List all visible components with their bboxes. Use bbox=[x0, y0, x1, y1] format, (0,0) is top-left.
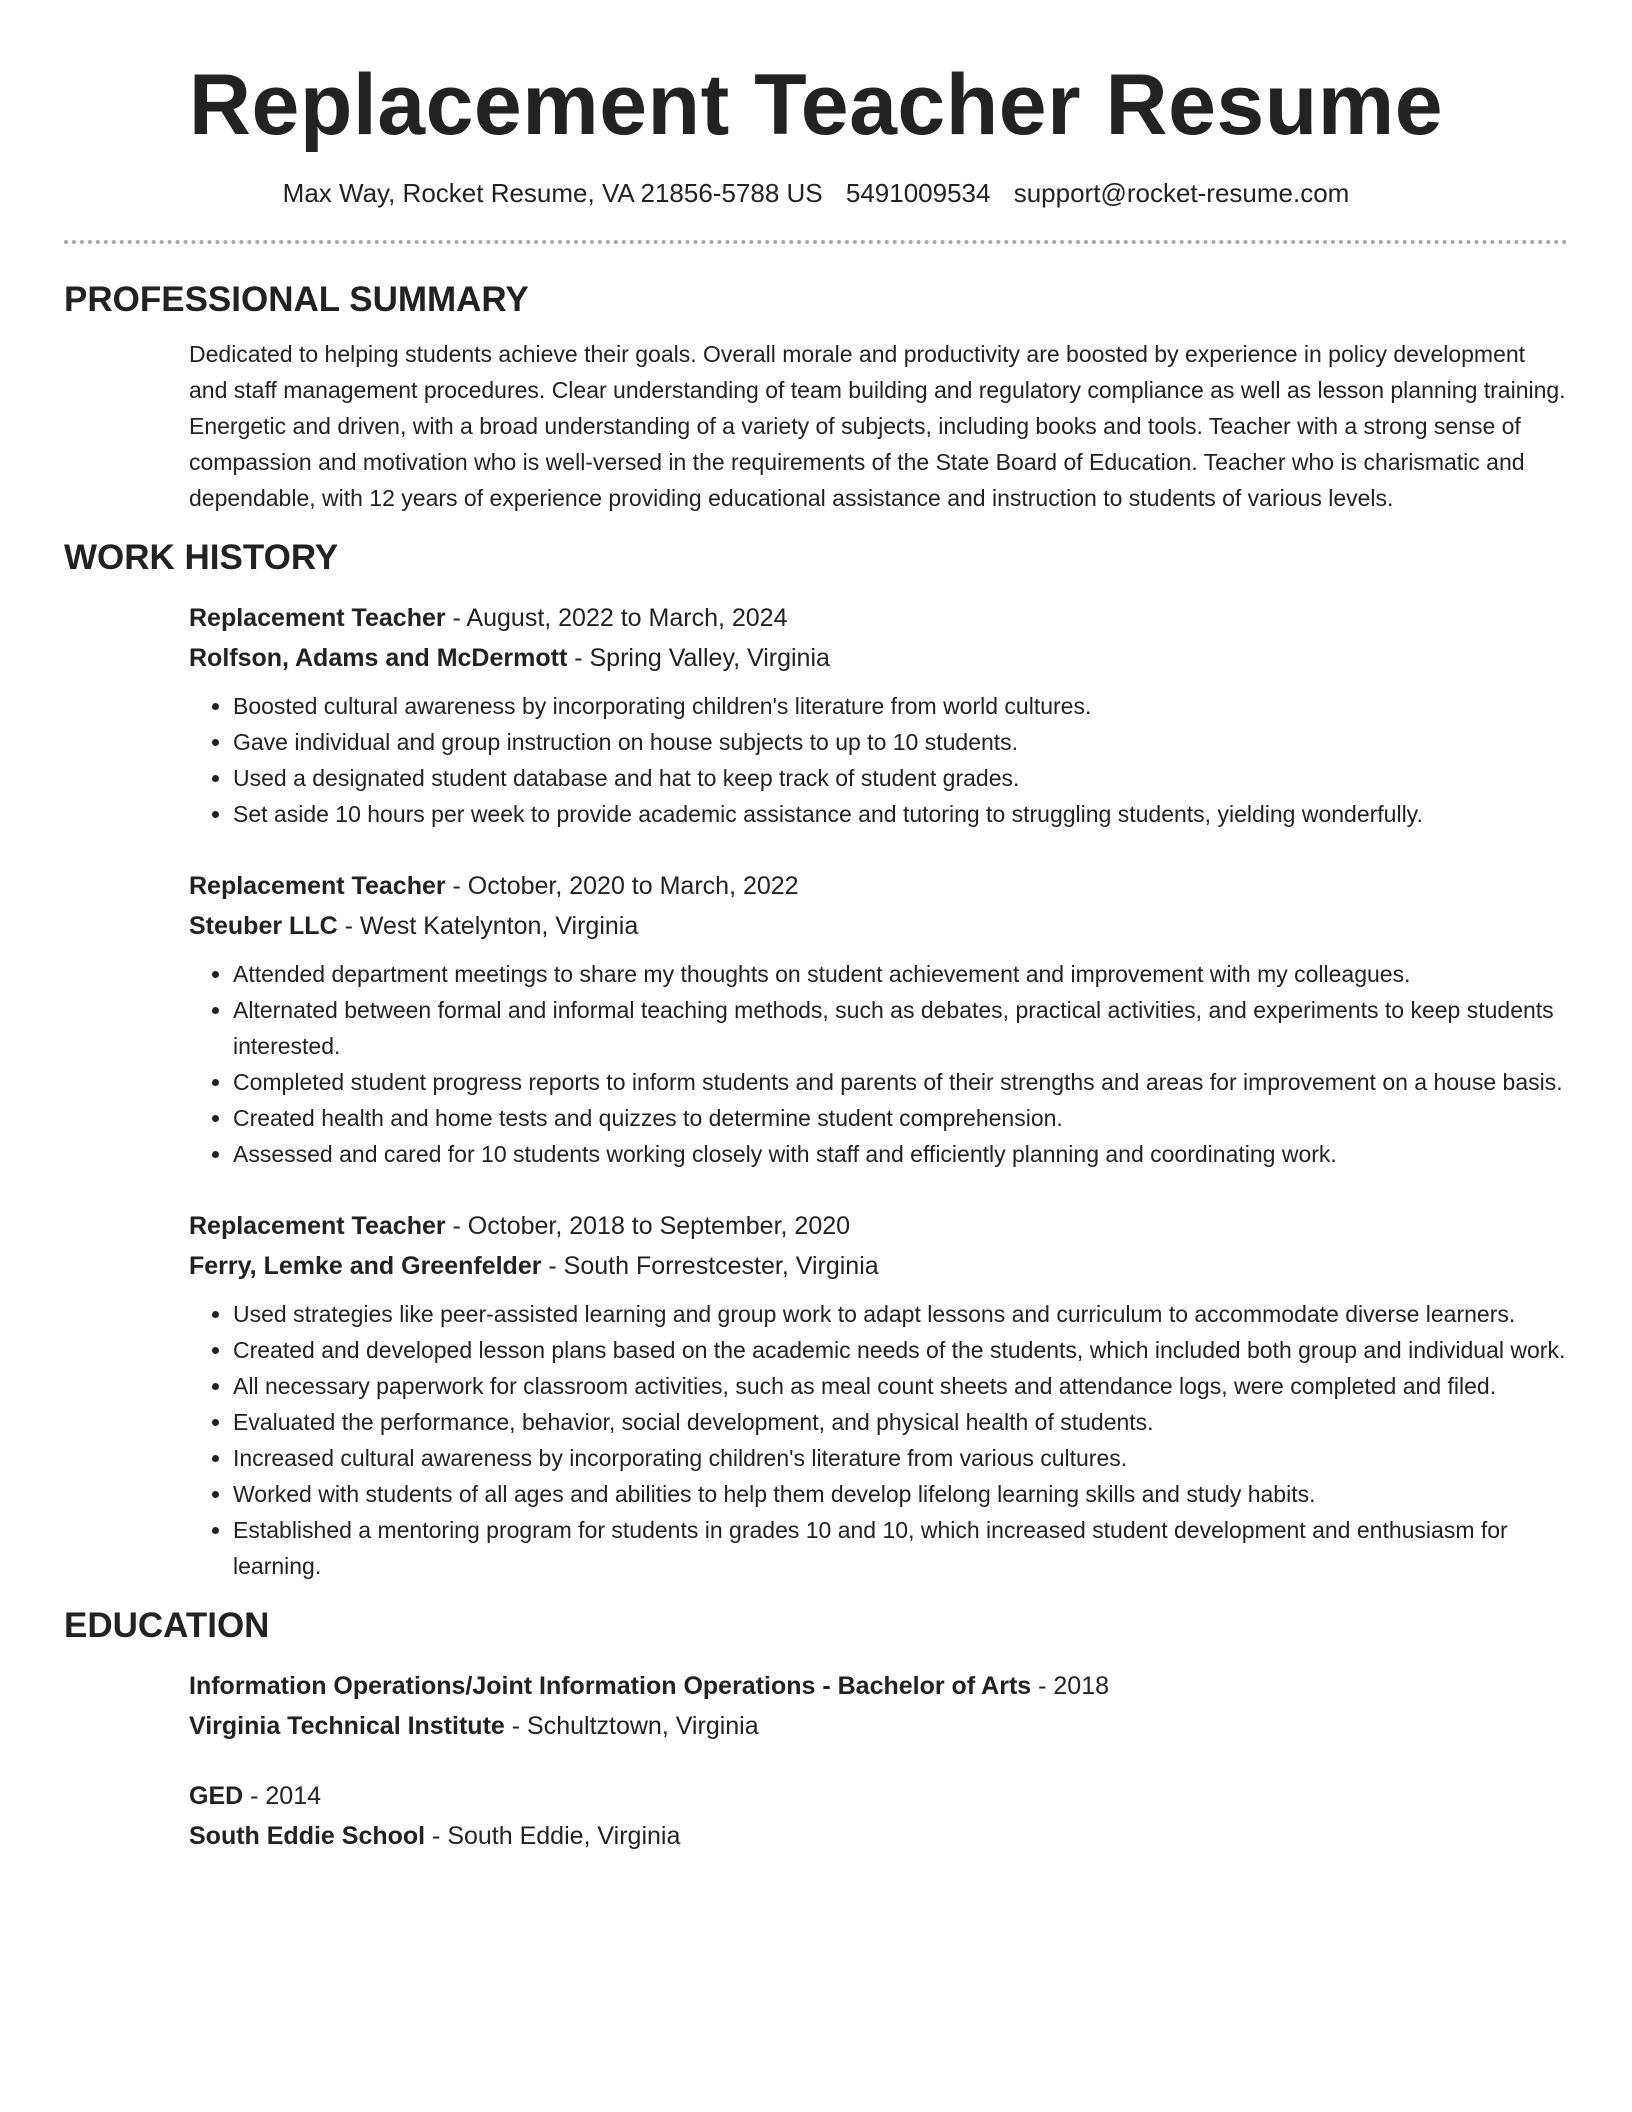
job-title: Replacement Teacher bbox=[189, 872, 446, 900]
job-bullet: • Boosted cultural awareness by incorporating children's literature from world cultures. bbox=[233, 688, 1568, 724]
school-name: South Eddie School bbox=[189, 1822, 426, 1850]
job-location: - South Forrestcester, Virginia bbox=[541, 1252, 879, 1280]
degree-year: - 2014 bbox=[243, 1782, 322, 1810]
degree: GED bbox=[189, 1782, 244, 1810]
job-dates: - August, 2022 to March, 2024 bbox=[445, 604, 788, 632]
job-location: - Spring Valley, Virginia bbox=[567, 644, 830, 672]
job-bullet: • Created and developed lesson plans based on the academic needs of the students, which included both group and individual work. bbox=[233, 1332, 1568, 1368]
degree: Information Operations/Joint Information Operations - Bachelor of Arts bbox=[189, 1672, 1032, 1700]
job-bullet: • Assessed and cared for 10 students working closely with staff and efficiently planning and coordinating work. bbox=[233, 1136, 1568, 1172]
job-location: - West Katelynton, Virginia bbox=[337, 912, 639, 940]
job-title-line bbox=[189, 866, 1568, 906]
job-bullet: • Evaluated the performance, behavior, social development, and physical health of students. bbox=[233, 1404, 1568, 1440]
resume-title: Replacement Teacher Resume bbox=[188, 57, 1444, 153]
summary-heading: PROFESSIONAL SUMMARY bbox=[64, 280, 529, 319]
school-line bbox=[189, 1706, 1568, 1746]
summary-text: Dedicated to helping students achieve their goals. Overall morale and productivity are boosted by experience in policy development and staff management procedures. Clear understanding of team building and regulatory compliance as well as lesson planning training. Energetic and driven, with a broad understanding of a variety of subjects, including books and tools. Teacher with a strong sense of compassion and motivation who is well-versed in the requirements of the State Board of Education. Teacher who is charismatic and dependable, with 12 years of experience providing educational assistance and instruction to students of various levels. bbox=[189, 341, 1566, 511]
job-entry bbox=[189, 598, 1568, 832]
job-company: Rolfson, Adams and McDermott bbox=[189, 644, 568, 672]
job-company: Steuber LLC bbox=[189, 912, 338, 940]
job-title: Replacement Teacher bbox=[189, 1212, 446, 1240]
job-bullets bbox=[189, 1296, 1568, 1584]
job-bullet: • Created health and home tests and quizzes to determine student comprehension. bbox=[233, 1100, 1568, 1136]
job-dates: - October, 2020 to March, 2022 bbox=[445, 872, 799, 900]
school-line bbox=[189, 1816, 1568, 1856]
resume-page bbox=[64, 0, 1568, 1856]
degree-year: - 2018 bbox=[1031, 1672, 1110, 1700]
job-company-line bbox=[189, 638, 1568, 678]
job-bullet: • Used a designated student database and hat to keep track of student grades. bbox=[233, 760, 1568, 796]
job-title-line bbox=[189, 1206, 1568, 1246]
job-company: Ferry, Lemke and Greenfelder bbox=[189, 1252, 542, 1280]
job-bullets bbox=[189, 688, 1568, 832]
contact-line bbox=[64, 176, 1568, 210]
job-bullet: • Established a mentoring program for students in grades 10 and 10, which increased student development and enthusiasm for learning. bbox=[233, 1512, 1568, 1584]
degree-line bbox=[189, 1776, 1568, 1816]
job-title: Replacement Teacher bbox=[189, 604, 446, 632]
job-dates: - October, 2018 to September, 2020 bbox=[445, 1212, 851, 1240]
summary-section bbox=[64, 278, 1568, 516]
job-bullet: • Used strategies like peer-assisted learning and group work to adapt lessons and curriculum to accommodate diverse learners. bbox=[233, 1296, 1568, 1332]
job-company-line bbox=[189, 906, 1568, 946]
job-bullet: • Alternated between formal and informal teaching methods, such as debates, practical activities, and experiments to keep students interested. bbox=[233, 992, 1568, 1064]
education-heading: EDUCATION bbox=[64, 1606, 270, 1645]
contact-address: Max Way, Rocket Resume, VA 21856-5788 US bbox=[282, 178, 823, 208]
education-section bbox=[64, 1604, 1568, 1856]
job-bullet: • Attended department meetings to share my thoughts on student achievement and improvement with my colleagues. bbox=[233, 956, 1568, 992]
degree-line bbox=[189, 1666, 1568, 1706]
contact-email: support@rocket-resume.com bbox=[1013, 178, 1350, 208]
header-divider bbox=[64, 240, 1568, 244]
job-entry bbox=[189, 1206, 1568, 1584]
job-bullet: • Worked with students of all ages and abilities to help them develop lifelong learning skills and study habits. bbox=[233, 1476, 1568, 1512]
school-name: Virginia Technical Institute bbox=[189, 1712, 505, 1740]
education-entry bbox=[189, 1776, 1568, 1856]
job-bullet: • Completed student progress reports to inform students and parents of their strengths and areas for improvement on a house basis. bbox=[233, 1064, 1568, 1100]
contact-phone: 5491009534 bbox=[845, 178, 991, 208]
job-company-line bbox=[189, 1246, 1568, 1286]
school-location: - South Eddie, Virginia bbox=[425, 1822, 681, 1850]
job-title-line bbox=[189, 598, 1568, 638]
job-bullet: • Gave individual and group instruction on house subjects to up to 10 students. bbox=[233, 724, 1568, 760]
job-bullet: • Set aside 10 hours per week to provide academic assistance and tutoring to struggling students, yielding wonderfully. bbox=[233, 796, 1568, 832]
job-bullets bbox=[189, 956, 1568, 1172]
job-entry bbox=[189, 866, 1568, 1172]
job-bullet: • All necessary paperwork for classroom activities, such as meal count sheets and attendance logs, were completed and filed. bbox=[233, 1368, 1568, 1404]
work-history-section bbox=[64, 536, 1568, 1584]
work-history-heading: WORK HISTORY bbox=[64, 538, 339, 577]
job-bullet: • Increased cultural awareness by incorporating children's literature from various cultures. bbox=[233, 1440, 1568, 1476]
school-location: - Schultztown, Virginia bbox=[504, 1712, 759, 1740]
education-entry bbox=[189, 1666, 1568, 1746]
